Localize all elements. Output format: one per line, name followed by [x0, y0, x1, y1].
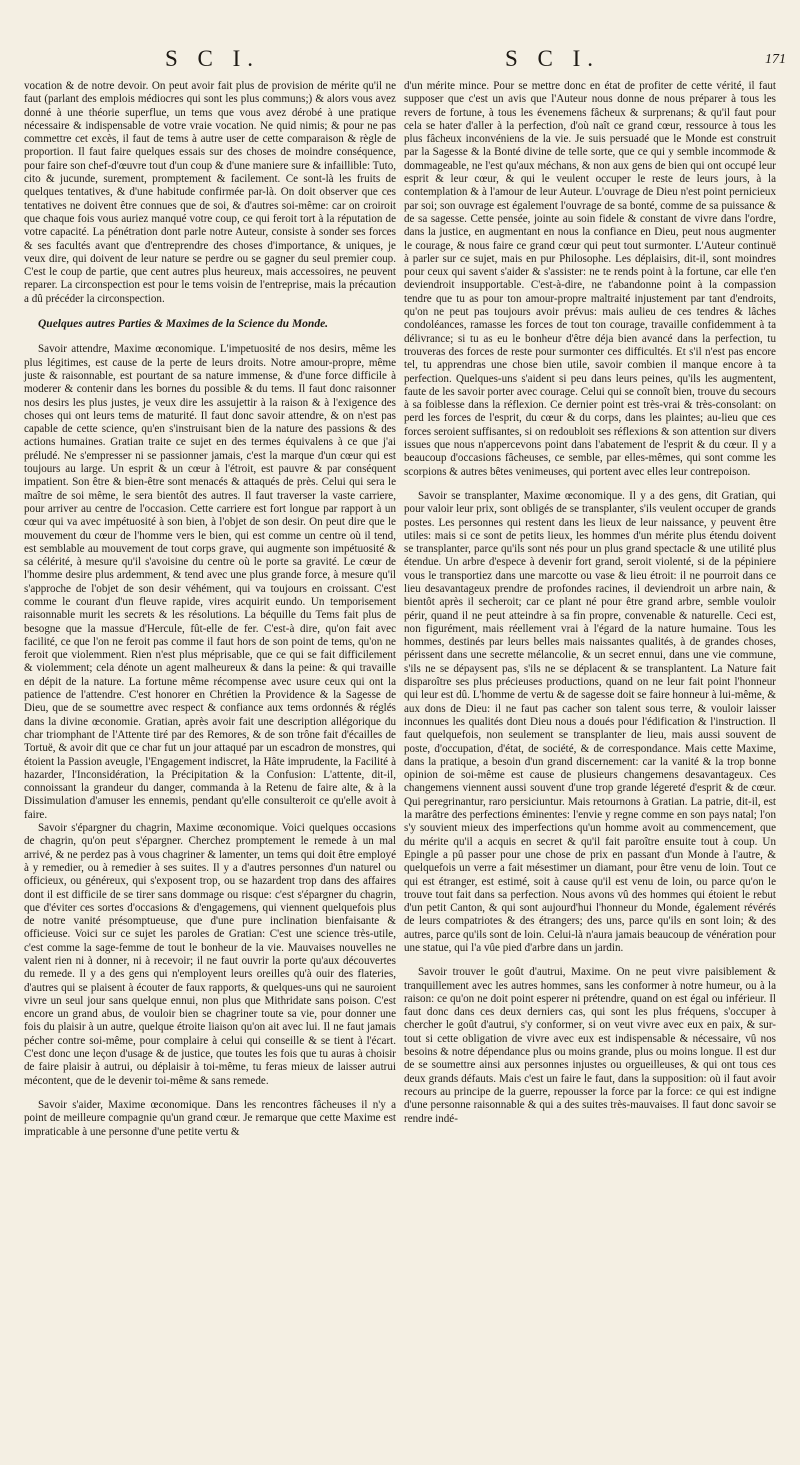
- section-heading: Quelques autres Parties & Maximes de la Science du Monde.: [38, 318, 329, 331]
- running-head: [0, 46, 800, 76]
- paragraph-continuation: vocation & de notre devoir. On peut avoir fait plus de provision de mérite qu'il ne faut (parlant des emplois médiocres qui sont les plus communs;) & alors vous avez donné à une théorie superflue, un tems que vous avez dérobé à une pratique nécessaire & indispensable de votre vraie vocation. Ne quid nimis; & pour ne pas commettre cet excès, il faut de tems à autre user de cette comparaison & règle de proportion. Il faut faire quelques essais sur des choses de moindre conséquence, pour faire son chef-d'œuvre tout d'un coup & d'une maniere sure & infaillible: Tuto, cito & jucunde, surement, promptement & facilement. Ce sont-là les fruits de quelques tentatives, & d'une habitude confirmée par-là. On doit observer que ces tentatives ne doivent être connues que de soi, & d'autres soi-même: car on croiroit que chaque fois vous auriez manqué votre coup, ce qui feroit tort à la réputation de votre capacité. La pénétration dont parle notre Auteur, consiste à sonder ses forces & ses facultés avant que d'entreprendre des choses d'importance, & uniques, je veux dire, qui doivent de leur nature se perdre ou se gagner du seul premier coup. C'est le coup de partie, que cent autres plus heureux, mais accessoires, ne peuvent reparer. La circonspection est pour le tems voisin de l'entreprise, mais la précaution a dû précéder la circonspection.: [24, 80, 397, 305]
- paragraph-savoir-attendre: Savoir attendre, Maxime œconomique. L'impetuosité de nos desirs, même les plus légitimes, est cause de la perte de leurs droits. Notre amour-propre, même juste & raisonnable, est pourtant de sa nature immense, & d'une force difficile à moderer & contenir dans les bornes du possible & du tems. Il faut donc raisonner nos desirs les plus justes, je veux dire les assujettir à la raison & à l'exigence des choses qui ont leurs tems de maturité. Il faut donc savoir attendre, & on n'est pas capable de cette science, qu'en s'instruisant bien de la nature des passions & des actions humaines. Gratian traite ce sujet en des termes équivalens à ce que j'ai préludé. Ne s'empresser ni se passionner jamais, c'est la marque d'un cœur qui est toujours au large. Un esprit & un cœur à l'étroit, est pauvre & par conséquent impatient. Son être & bien-être sont menacés & attaqués de près. Celui qui sera le maître de soi même, le sera bientôt des autres. Il faut traverser la vaste carriere, pour arriver au centre de l'occasion. Cette carriere est fort longue par rapport à un cœur qui va avec impétuosité à son bien, à l'objet de son desir. On peut dire que le mouvement du cœur de l'homme vers le bien, qui est comme un centre où il tend, est semblable au mouvement de tout corps grave, qui augmente son impétuosité & sa célérité, à mesure qu'il s'avoisine du centre où le porte sa gravité. Le cœur de l'homme desire plus ardemment, & tend avec une plus grande force, à mesure qu'il s'approche de l'objet de son desir véhément, qui va toujours en croissant. C'est comme le courant d'un fleuve rapide, vires acquirit eundo. Un temporisement raisonnable murit les secrets & les résolutions. La béquille du Tems fait plus de besogne que la massue d'Hercule, fût-elle de fer. C'est-à dire, qu'on fait avec facilité, ce que l'on ne feroit pas comme il faut hors de son point de tems, qu'on ne feroit que violemment. Rien n'est plus méprisable, que ce qui se fait difficilement & violemment; cela dénote un agent malheureux & dans la peine: & qui travaille en dépit de la nature. La fortune même récompense avec usure ceux qui ont la patience de l'attendre. C'est honorer en Chrétien la Providence & la Sagesse de Dieu, que de se soumettre avec respect & confiance aux tems ordonnés & réglés dans la divine œconomie. Gratian, après avoir fait une description allégorique du char triomphant de l'Attente tiré par des Remores, & de son trône fait d'écailles de Tortuë, & avoir dit que ce char fut un jour attaqué par un escadron de monstres, qui étoient la Passion aveugle, l'Engagement indiscret, la Hâte imprudente, la Facilité à hazarder, l'Inconsidération, la Précipitation & la Confusion: L'attente, dit-il, connoissant la grandeur du danger, commanda à la Retenu de faire alte, & à la Dissimulation d'amuser les ennemis, pendant qu'elle consulteroit ce qu'elle avoit à faire.: [24, 343, 396, 821]
- running-head-right: S C I.: [505, 46, 601, 71]
- paragraph-continuation: d'un mérite mince. Pour se mettre donc en état de profiter de cette vérité, il faut supposer que c'est un avis que l'Auteur nous donne de nous préparer à tous les revers de fortune, à tous les évenemens fâcheux & surprenans; & qu'il faut pour cela se hater d'aller à la perfection, d'où naît ce grand cœur, ressource à tous les plus fâcheux inconvéniens de la vie. Je suis persuadé que le Monde est construit par la Sagesse & la Bonté divine de telle sorte, que ce qui y semble incommode & dommageable, ne l'est qu'aux méchans, & non aux gens de bien qui ont occupé leur esprit & leur cœur, & qui le veulent occuper le reste de leurs jours, à la contemplation & à l'amour de leur Auteur. L'ouvrage de Dieu n'est point pernicieux par soi; son ouvrage est également l'ouvrage de sa bonté, comme de sa puissance & de sa sagesse. Cette pensée, jointe au soin fidele & constant de vivre dans l'ordre, dans la justice, en augmentant en nous la confiance en Dieu, peut nous augmenter le courage, & nous faire ce grand cœur qui peut tout surmonter. L'Auteur continuë à parler sur ce sujet, mais en pur Philosophe. Les déplaisirs, dit-il, sont moindres pour ceux qui savent s'aider & s'assister: ne te rends point à la fortune, car elle t'en deviendroit insupportable. C'est-à-dire, ne t'abandonne point à la compassion tendre que tu as pour ton amour-propre maltraité injustement par tant d'endroits, qu'on ne peut pas toujours avoir prévus: mais aulieu de ces tendres & lâches condoléances, ramasse les forces de tout ton courage, travaille confidemment à ta délivrance; si tu as eu le bonheur d'être déja bien avancé dans la perfection, tu trouveras des forces de reste pour surmonter ces difficultés. Et s'il n'est pas encore tel, tu apprendras une chose bien utile, savoir combien il manque encore à ta perfection. Quelques-uns s'aident si peu dans leurs peines, qu'ils les augmentent, faute de les savoir porter avec courage. Celui qui se connoît bien, trouve du secours à sa foiblesse dans la réflexion. Ce dernier point est très-vrai & très-consolant: on perd les forces de l'esprit, du cœur & du corps, dans les plaintes; au-lieu que ces forces seroient suffisantes, si on redoubloit ses réflexions & son attention sur divers issues que nous n'appercevons point dans l'abatement de l'esprit & du cœur. Il y a beaucoup d'occasions fâcheuses, ce semble, par elles-mêmes, qui sont comme les scorpions & autres bêtes venimeuses, qui portent avec elles leur contrepoison.: [404, 80, 776, 478]
- paragraph-savoir-transplanter: Savoir se transplanter, Maxime œconomique. Il y a des gens, dit Gratian, qui pour valoir leur prix, sont obligés de se transplanter, s'ils veulent occuper de grands postes. Les personnes qui restent dans les lieux de leur naissance, y peuvent être utiles: mais si ce sont de petits lieux, les hommes d'un mérite plus étendu doivent se transplanter, parce qu'ils sont nés pour un plus grand spectacle & une utilité plus étendue. Un arbre d'espece à devenir fort grand, seroit violenté, si de la pépiniere vous le transportiez dans une marcotte ou vase & lieu étroit: il ne pourroit dans ce lieu desavantageux prendre de profondes racines, il deviendroit un arbre nain, & bientôt après il secheroit; car ce plant né pour être grand arbre, semble vouloir périr, quand il ne peut atteindre à sa fin propre, convenable & naturelle. Ceci est, non figurément, mais réellement vrai à l'égard de la nature humaine. Tous les hommes, destinés par leurs belles mais naissantes qualités, à de grandes choses, périssent dans une secrette mélancolie, & un secret ennui, dans une vie commune, s'ils ne se dépaysent pas, s'ils ne se déplacent & se transplantent. La Nature fait disparoître ses plus précieuses productions, quand on ne leur fait point l'honneur qui leur est dû. L'homme de vertu & de sagesse doit se faire honneur à lui-même, & aux dons de Dieu: il ne faut pas cacher son talent sous terre, & vouloir laisser inconnues les qualités dont Dieu nous a doués pour l'édification & l'instruction. Il faut quelquefois, non seulement se transplanter de lieu, mais aussi souvent de poste, d'occupation, d'état, de société, & de correspondance. Mais cette Maxime, dans la pratique, a besoin d'un grand discernement: car la vanité & la trop bonne opinion de soi-même est cause de plusieurs changemens desavantageux. Ces changemens viennent aussi souvent d'une trop grande légereté d'esprit & de cœur. Qui peregrinantur, raro persiciuntur. Mais retournons à Gratian. La patrie, dit-il, est la marâtre des perfections éminentes: l'envie y regne comme en son pays natal; l'on s'y souvient mieux des imperfections qu'un homme avoit au commencement, que du mérite qu'il a acquis en secret & qu'il fait paroître ensuite tout à coup. Un Epingle a pû passer pour une chose de prix en passant d'un Monde à l'autre, & quelquefois un verre a fait mésestimer un diamant, pour être venu de loin. Tout ce qui est étranger, est estimé, soit à cause qu'il est venu de loin, ou parce qu'on le trouve tout fait dans sa perfection. Nous avons vû des hommes qui étoient le rebut d'un petit Canton, & qui sont aujourd'hui l'honneur du Monde, également révérés de leurs compatriotes & des étrangers; des uns, parce qu'ils en sont loin; & des autres, parce qu'ils sont de loin. Celui-là n'aura jamais beaucoup de vénération pour une statue, qui l'a vûe pied d'arbre dans un jardin.: [404, 489, 776, 954]
- page-number: 171: [765, 52, 786, 67]
- right-column: [404, 80, 776, 1126]
- paragraph-savoir-aider: Savoir s'aider, Maxime œconomique. Dans les rencontres fâcheuses il n'y a point de meilleure compagnie qu'un grand cœur. Je remarque que cette Maxime est impraticable à une personne d'une petite vertu &: [24, 1098, 396, 1138]
- paragraph-savoir-epargner-chagrin: Savoir s'épargner du chagrin, Maxime œconomique. Voici quelques occasions de chagrin, qu'on peut s'épargner. Cherchez promptement le remede à un mal arrivé, & ne perdez pas à vous chagriner & lamenter, un tems qui doit être employé à y remedier, ou à remedier à ses suites. Il y a d'autres personnes d'un naturel ou officieux, ou généreux, qui s'exposent trop, ou se hazardent trop dans des affaires dont il est difficile de se tirer sans dommage ou risque: c'est s'épargner du chagrin, que d'éviter ces sortes d'occasions & d'engagemens, qui viennent quelquefois plus de notre vanité présomptueuse, que d'une pure inclination bienfaisante & officieuse. Voici sur ce sujet les paroles de Gratian: C'est une science très-utile, c'est comme la sage-femme de tout le bonheur de la vie. Mauvaises nouvelles ne valent rien ni à donner, ni à recevoir; il ne faut ouvrir la porte qu'aux découvertes du remede. Il y a des gens qui n'employent leurs oreilles qu'à ouir des flateries, d'autres qui se plaisent à écouter de faux rapports, & quelques-uns qui ne sauroient vivre un seul jour sans quelque ennui, non plus que Mithridate sans poison. C'est encore un grand abus, de vouloir bien se chagriner toute sa vie, pour donner une fois du plaisir à un autre, quelque étroite liaison qu'on ait avec lui. Il ne faut jamais pécher contre soi-même, pour complaire à celui qui conseille & se tient à l'écart. C'est donc une leçon d'usage & de justice, que toutes les fois que tu auras à choisir de faire plaisir à autrui, ou déplaisir à toi-même, tu feras mieux de laisser autrui mécontent, que de le devenir toi-même & sans remede.: [24, 822, 396, 1087]
- paragraph-gout-autrui: Savoir trouver le goût d'autrui, Maxime. On ne peut vivre paisiblement & tranquillement avec les autres hommes, sans les conformer à notre humeur, ou à la raison: ce qu'on ne doit point esperer ni prétendre, quand on est égal ou inférieur. Il faut donc dans ces deux derniers cas, qui sont les plus fréquens, s'occuper à chercher le goût d'autrui, s'y conformer, si on veut vivre avec eux en paix, & sur-tout si cette obligation de vivre avec eux est indispensable & nécessaire, vû nos besoins & notre dépendance plus ou moins grande, plus ou moins longue. Il est dur de se soumettre ainsi aux personnes injustes ou orgueilleuses, & qui ont tous ces deux grands défauts. Mais c'est un faire le faut, dans la supposition: où il faut avoir recours au principe de la guerre, repousser la force par la force: ce qui est indigne d'une personne raisonnable & qui a des suites très-mauvaises. Il faut donc savoir se rendre indé-: [404, 966, 776, 1125]
- running-head-left: S C I.: [165, 46, 261, 71]
- left-column: [24, 80, 396, 1139]
